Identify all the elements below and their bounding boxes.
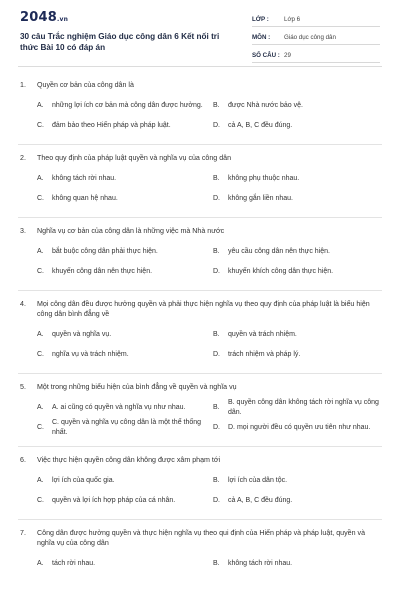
answer-option[interactable] — [213, 398, 383, 418]
question-stem: Nghĩa vụ cơ bản của công dân là những việc mà Nhà nước — [37, 227, 225, 235]
answer-option[interactable] — [213, 242, 383, 262]
meta-row — [252, 30, 380, 45]
question-divider — [18, 519, 382, 520]
option-text: C. quyền và nghĩa vụ công dân là một thể thống nhất. — [52, 419, 202, 436]
option-text: không phụ thuộc nhau. — [228, 175, 300, 182]
option-letter: B. — [213, 404, 220, 411]
question-text — [20, 299, 380, 319]
option-letter: C. — [37, 424, 44, 431]
answer-option[interactable] — [37, 418, 209, 438]
option-text: không tách rời nhau. — [52, 175, 117, 182]
question-divider — [18, 373, 382, 374]
meta-row — [252, 12, 380, 27]
option-letter: A. — [37, 248, 44, 255]
meta-value: Giáo dục công dân — [284, 33, 336, 41]
question-stem: Công dân được hưởng quyền và thực hiện nghĩa vụ theo qui định của Hiến pháp và pháp luật, quyền và nghĩa vụ của công dân — [37, 529, 366, 547]
question-divider — [18, 144, 382, 145]
option-letter: D. — [213, 195, 220, 202]
option-text: D. mọi người đều có quyền ưu tiên như nhau. — [228, 424, 371, 431]
answer-option[interactable] — [37, 242, 209, 262]
question-text — [20, 528, 380, 548]
answer-option[interactable] — [213, 554, 383, 574]
answer-options — [20, 96, 380, 136]
answer-option[interactable] — [37, 189, 209, 209]
question-stem: Một trong những biểu hiện của bình đẳng về quyền và nghĩa vụ — [37, 383, 237, 391]
option-letter: A. — [37, 404, 44, 411]
option-letter: A. — [37, 560, 44, 567]
option-text: A. ai cũng có quyền và nghĩa vụ như nhau. — [52, 404, 186, 411]
option-letter: C. — [37, 195, 44, 202]
question-list — [0, 66, 400, 574]
question-number: 7. — [20, 529, 26, 537]
answer-option[interactable] — [213, 345, 383, 365]
meta-label: LỚP : — [252, 15, 269, 23]
answer-option[interactable] — [37, 262, 209, 282]
option-text: khuyến khích công dân thực hiện. — [228, 268, 334, 275]
option-text: lợi ích của quốc gia. — [52, 477, 115, 484]
question-number: 3. — [20, 227, 26, 235]
option-text: B. quyền công dân không tách rời nghĩa vụ công dân. — [228, 399, 379, 416]
site-logo[interactable]: 2048.vn — [20, 10, 69, 25]
answer-options — [20, 398, 380, 438]
option-text: quyền và lợi ích hợp pháp của cá nhân. — [52, 497, 176, 504]
answer-option[interactable] — [213, 96, 383, 116]
question-stem: Quyền cơ bản của công dân là — [37, 81, 134, 89]
option-text: yêu cầu công dân nên thực hiện. — [228, 248, 330, 255]
answer-option[interactable] — [37, 398, 209, 418]
question — [0, 455, 400, 511]
option-text: cả A, B, C đều đúng. — [228, 122, 293, 129]
option-text: khuyến công dân nên thực hiện. — [52, 268, 153, 275]
answer-option[interactable] — [37, 116, 209, 136]
question-divider — [18, 217, 382, 218]
option-letter: B. — [213, 175, 220, 182]
question — [0, 226, 400, 282]
option-letter: C. — [37, 268, 44, 275]
option-letter: A. — [37, 102, 44, 109]
answer-option[interactable] — [37, 554, 209, 574]
question — [0, 80, 400, 136]
option-letter: B. — [213, 102, 220, 109]
question-text — [20, 382, 380, 392]
answer-option[interactable] — [213, 116, 383, 136]
option-text: không gắn liền nhau. — [228, 195, 293, 202]
question — [0, 299, 400, 365]
question-stem: Việc thực hiện quyền công dân không được xâm phạm tới — [37, 456, 221, 464]
answer-option[interactable] — [37, 96, 209, 116]
option-text: quyền và nghĩa vụ. — [52, 331, 112, 338]
option-text: trách nhiệm và pháp lý. — [228, 351, 301, 358]
answer-option[interactable] — [213, 491, 383, 511]
meta-value: 29 — [284, 51, 291, 59]
question-stem: Theo quy định của pháp luật quyền và nghĩa vụ của công dân — [37, 154, 232, 162]
option-text: lợi ích của dân tộc. — [228, 477, 288, 484]
option-text: nghĩa vụ và trách nhiệm. — [52, 351, 129, 358]
question — [0, 382, 400, 438]
option-text: cả A, B, C đều đúng. — [228, 497, 293, 504]
option-letter: D. — [213, 497, 220, 504]
option-letter: B. — [213, 560, 220, 567]
option-letter: C. — [37, 351, 44, 358]
question-stem: Mọi công dân đều được hưởng quyền và phải thực hiện nghĩa vụ theo quy định của pháp luật là biểu hiện công dân bình đẳng về — [37, 300, 370, 318]
answer-options — [20, 242, 380, 282]
question-divider — [18, 446, 382, 447]
option-letter: A. — [37, 175, 44, 182]
option-text: tách rời nhau. — [52, 560, 96, 567]
option-letter: B. — [213, 331, 220, 338]
question-text — [20, 455, 380, 465]
option-letter: D. — [213, 268, 220, 275]
answer-option[interactable] — [37, 345, 209, 365]
option-text: bắt buộc công dân phải thực hiện. — [52, 248, 158, 255]
question-text — [20, 153, 380, 163]
answer-options — [20, 169, 380, 209]
answer-option[interactable] — [213, 418, 383, 438]
option-text: không tách rời nhau. — [228, 560, 293, 567]
option-letter: B. — [213, 477, 220, 484]
question-divider — [18, 290, 382, 291]
option-letter: A. — [37, 331, 44, 338]
meta-info — [252, 12, 380, 66]
question-number: 5. — [20, 383, 26, 391]
question-text — [20, 226, 380, 236]
answer-option[interactable] — [213, 471, 383, 491]
option-letter: B. — [213, 248, 220, 255]
option-text: quyền và trách nhiệm. — [228, 331, 297, 338]
answer-option[interactable] — [37, 325, 209, 345]
option-letter: D. — [213, 351, 220, 358]
meta-row — [252, 48, 380, 63]
option-letter: A. — [37, 477, 44, 484]
meta-value: Lớp 6 — [284, 15, 301, 23]
meta-label: SỐ CÂU : — [252, 51, 280, 59]
option-text: đảm bảo theo Hiến pháp và pháp luật. — [52, 122, 171, 129]
meta-label: MÔN : — [252, 33, 271, 41]
question — [0, 153, 400, 209]
answer-options — [20, 471, 380, 511]
answer-option[interactable] — [37, 491, 209, 511]
option-text: không quan hệ nhau. — [52, 195, 118, 202]
option-text: những lợi ích cơ bản mà công dân được hưởng. — [52, 102, 203, 109]
option-letter: C. — [37, 497, 44, 504]
answer-option[interactable] — [37, 471, 209, 491]
question-number: 2. — [20, 154, 26, 162]
answer-options — [20, 554, 380, 574]
answer-option[interactable] — [37, 169, 209, 189]
question-number: 6. — [20, 456, 26, 464]
answer-option[interactable] — [213, 169, 383, 189]
answer-option[interactable] — [213, 325, 383, 345]
question-text — [20, 80, 380, 90]
question-number: 1. — [20, 81, 26, 89]
option-letter: D. — [213, 122, 220, 129]
answer-options — [20, 325, 380, 365]
document-title: 30 câu Trắc nghiệm Giáo dục công dân 6 Kết nối tri thức Bài 10 có đáp án — [20, 32, 220, 52]
answer-option[interactable] — [213, 262, 383, 282]
option-letter: D. — [213, 424, 220, 431]
question-number: 4. — [20, 300, 26, 308]
option-letter: C. — [37, 122, 44, 129]
logo-suffix: .vn — [56, 16, 69, 23]
answer-option[interactable] — [213, 189, 383, 209]
option-text: được Nhà nước bảo vệ. — [228, 102, 303, 109]
question — [0, 528, 400, 574]
header — [0, 0, 400, 66]
